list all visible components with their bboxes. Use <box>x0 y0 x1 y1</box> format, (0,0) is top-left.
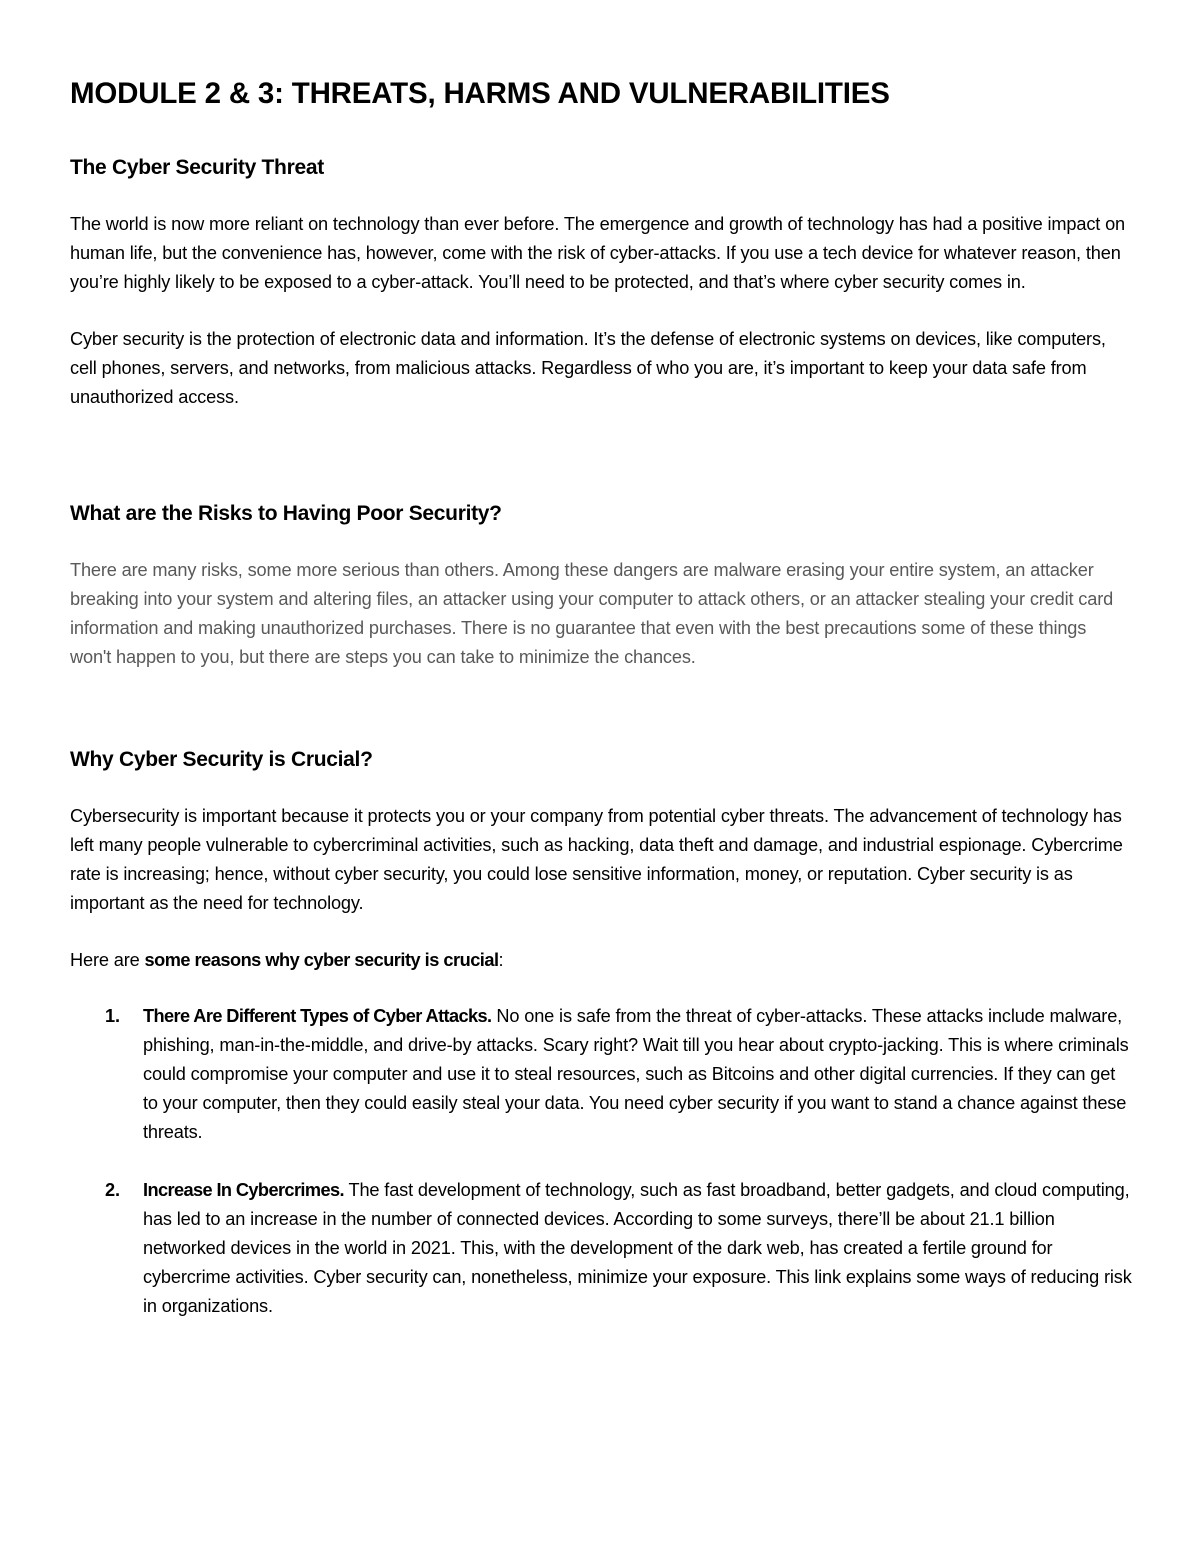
list-item-number: 1. <box>105 1006 120 1026</box>
document-title: MODULE 2 & 3: THREATS, HARMS AND VULNERABILITIES <box>70 77 890 110</box>
reasons-intro-suffix: : <box>498 950 504 970</box>
list-item <box>70 1002 1132 1147</box>
reasons-intro <box>70 946 1132 975</box>
list-item-title: Increase In Cybercrimes. <box>143 1180 344 1200</box>
reasons-list <box>70 1002 1132 1321</box>
paragraph: Cyber security is the protection of electronic data and information. It’s the defense of electronic systems on devices, like computers, cell phones, servers, and networks, from malicious attacks. Regardless of who you are, it’s important to keep your data safe from unauthorized access. <box>70 329 1106 407</box>
document-page <box>70 74 1132 1321</box>
list-item <box>70 1176 1132 1321</box>
list-item-number: 2. <box>105 1180 120 1200</box>
section-heading-risks-poor-security: What are the Risks to Having Poor Security? <box>70 502 502 525</box>
list-item-text: The fast development of technology, such as fast broadband, better gadgets, and cloud computing, has led to an increase in the number of connected devices. According to some surveys, there’ll be about 21.1 billion networked devices in the world in 2021. This, with the development of the dark web, has created a fertile ground for cybercrime activities. Cyber security can, nonetheless, minimize your exposure. This link explains some ways of reducing risk in organizations. <box>143 1180 1132 1316</box>
paragraph: There are many risks, some more serious than others. Among these dangers are malware erasing your entire system, an attacker breaking into your system and altering files, an attacker using your computer to attack others, or an attacker stealing your credit card information and making unauthorized purchases. There is no guarantee that even with the best precautions some of these things won't happen to you, but there are steps you can take to minimize the chances. <box>70 560 1114 667</box>
reasons-intro-bold: some reasons why cyber security is crucial <box>144 950 499 970</box>
paragraph: The world is now more reliant on technology than ever before. The emergence and growth of technology has had a positive impact on human life, but the convenience has, however, come with the risk of cyber-attacks. If you use a tech device for whatever reason, then you’re highly likely to be exposed to a cyber-attack. You’ll need to be protected, and that’s where cyber security comes in. <box>70 214 1126 292</box>
reasons-intro-prefix: Here are <box>70 950 145 970</box>
section-heading-cyber-security-threat: The Cyber Security Threat <box>70 156 324 179</box>
paragraph: Cybersecurity is important because it protects you or your company from potential cyber threats. The advancement of technology has left many people vulnerable to cybercriminal activities, such as hacking, data theft and damage, and industrial espionage. Cybercrime rate is increasing; hence, without cyber security, you could lose sensitive information, money, or reputation. Cyber security is as important as the need for technology. <box>70 806 1123 913</box>
section-heading-why-cyber-security-crucial: Why Cyber Security is Crucial? <box>70 748 373 771</box>
list-item-title: There Are Different Types of Cyber Attacks. <box>143 1006 492 1026</box>
list-item-text: No one is safe from the threat of cyber-attacks. These attacks include malware, phishing, man-in-the-middle, and drive-by attacks. Scary right? Wait till you hear about crypto-jacking. This is where criminals could compromise your computer and use it to steal resources, such as Bitcoins and other digital currencies. If they can get to your computer, then they could easily steal your data. You need cyber security if you want to stand a chance against these threats. <box>143 1006 1129 1142</box>
